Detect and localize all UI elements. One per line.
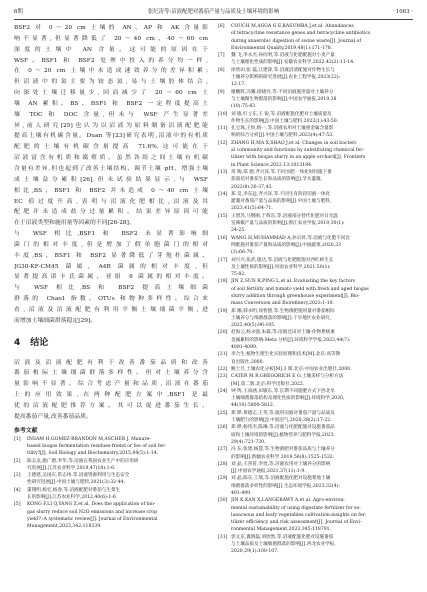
reference-text (231, 373, 416, 388)
reference-entry (14, 487, 208, 502)
reference-number: [10] (218, 111, 228, 117)
reference-text (231, 52, 416, 67)
reference-text (231, 410, 416, 425)
page-number: · 1063 · (392, 9, 413, 15)
reference-number: [3] (14, 473, 21, 479)
reference-line: KONG F,LI Q,YANG Z,et al. Does the application of bio- (27, 502, 156, 508)
reference-line: tilizer efficiency and risk assessment[J]. Journal of Envi- (231, 520, 362, 526)
reference-line: 性研究进展[J].中国土壤与肥料,2021(3):32-44. (27, 480, 125, 486)
reference-number: [28] (218, 461, 228, 467)
text-line: 响不显著,但显著降低了 20～40 cm、40～60 cm (14, 35, 208, 42)
reference-line: 常 陶,郑 德,齐兴泽,等.不同水肥一体化时间施下番 (231, 169, 332, 175)
text-line: 提高土壤有机碳含量。Duan 等[23]研究表明,沼液中的有机质 (14, 133, 208, 140)
reference-line: in Plant Science,2022,13:1013184. (231, 162, 313, 168)
reference-line: 土壤肥力的影响[J].中国沼气,2020,38(2):17-22. (231, 418, 332, 424)
reference-entry (14, 436, 208, 458)
reference-line: 2022,40(5):96-105. (231, 323, 276, 329)
reference-number: [31] (218, 534, 228, 540)
reference-text (231, 388, 416, 410)
reference-line: 谢鹏辉,冯耀,徐晓玲,等.不同沼液施用量对土壤养分 (231, 89, 334, 95)
reference-number: [25] (218, 410, 228, 416)
reference-line: 陈志龙,施广德,李华,等.沼液在我国农业生产中的应用研 (27, 458, 139, 464)
reference-entry (218, 461, 416, 476)
reference-number: [9] (218, 89, 225, 95)
reference-entry (218, 410, 416, 425)
reference-line: 及土壤性质的影响[J].河南农业科学,2021,50(1): (231, 264, 331, 270)
reference-entry (218, 213, 416, 235)
reference-line: (10):75-83. (231, 104, 257, 110)
reference-number: [6] (218, 24, 225, 29)
reference-text (27, 436, 208, 458)
text-line: 优的沼液配肥推荐方案。其可以促进番茄生长、 (14, 403, 208, 409)
reference-number: [20] (218, 330, 228, 336)
reference-number: [2] (14, 458, 21, 464)
reference-text (231, 140, 416, 169)
text-line: 沼液及沼液配肥有利于改善番茄品质和改善 (14, 359, 208, 366)
reference-line: lanaceous and leafy vegetables cultivation:insights on fer- (231, 512, 367, 518)
reference-line: INSAM H,GOMEZ-BRANDON M,ASCHER J. Manure- (27, 436, 151, 442)
text-line: 配肥并未造成盐分过量累积。结果差异原因可能 (14, 209, 208, 216)
reference-number: [30] (218, 498, 228, 504)
reference-line: ronmental Management,2023,345:118791. (231, 527, 332, 533)
reference-text (231, 308, 416, 330)
reference-line: 刘 晶,王喜苗,李贵,等.沼液农用对土壤养分的影响 (231, 461, 331, 467)
reference-line: 土壤养分影响的研究进展[J].农业工程学报,2023(22): (231, 75, 341, 81)
journal-issue: 6期 (14, 9, 23, 15)
text-line: 提高番茄产量,改善番茄品质。 (14, 413, 92, 420)
text-line: EC 值过度升高,表明与沼液化肥相比,沼液及其 (14, 198, 208, 205)
reference-line: [M].第二版.北京:科学出版社,2022. (231, 381, 305, 387)
reference-line: WANG H,MUHAMMAD A,孙宗祥,等.沼液与化肥不同比 (231, 235, 351, 241)
reference-line: during anaerobic digestion of swine waste[J]. Journal of (231, 38, 362, 44)
reference-line: 郑 晔,杨伟杰,陈琳,等.沼液与化肥配施对设施番茄品 (231, 425, 335, 431)
reference-line: 刘 敏,红立东,王 锐,等.沼液配施化肥对土壤质量及 (231, 111, 332, 117)
reference-number: [19] (218, 308, 228, 314)
reference-line: 刘 晶,陈东,王瑞,等.沼液配施化肥对设施菜地土壤 (231, 476, 331, 482)
reference-line: 2022(8):30-37,43. (231, 184, 273, 190)
reference-text (231, 257, 416, 279)
reference-line: gas slurry reduce soil N2O emissions and increase crop (27, 509, 158, 515)
text-line: 成土壤益分累积[26],但未试验结果显示,与 WSF (14, 176, 208, 183)
reference-entry (218, 111, 416, 126)
reference-line: 育出版社,2000. (231, 359, 264, 365)
reference-entry (14, 501, 208, 530)
text-line: 相比,BS、BSF1 和 BSF2 并未造成 0～40 cm 土壤 (14, 187, 208, 194)
reference-line: 钟 鸣,王雨涵,田敏东,等.长期不同施肥方式下西北旱 (231, 388, 335, 394)
reference-number: [26] (218, 425, 228, 431)
reference-line: JIN Z,SUN R,PING L,et al. Evaluating the key factors (231, 279, 356, 285)
reference-entry (14, 458, 208, 473)
reference-line: 4091-4099. (231, 345, 258, 351)
reference-text (231, 329, 416, 351)
reference-line: 土壤细菌群落结构及理化性质的影响[J].环境科学,2020, (231, 396, 345, 402)
reference-entry (218, 89, 416, 111)
reference-number: [21] (218, 352, 228, 358)
reference-entry (218, 366, 416, 373)
reference-text (27, 472, 208, 487)
reference-line: 郭文京,冀晓磊,刘欣然,等.沼液配施化肥对设施番茄 (231, 534, 334, 540)
reference-number: [24] (218, 388, 228, 394)
reference-line: 孔宝珠,王恒,杨一,等.沼液农用对土壤重金属含量影 (231, 126, 334, 132)
reference-number: [18] (218, 279, 228, 285)
text-line: 深度的土壤中 AN 含量。这可能的原因在于 (14, 46, 208, 53)
reference-text (27, 458, 208, 473)
reference-number: [13] (218, 169, 228, 175)
reference-line: 的影响[J].新疆农业科学,2019,56(8):1525-1532. (231, 454, 335, 460)
reference-text (231, 125, 416, 140)
text-line: 量影响不显著。综合考虑产量和品质,沼液在番茄 (14, 381, 208, 388)
reference-entry (218, 308, 416, 330)
running-title: 张纪涛等:沼液配肥对番茄产量与品质及土壤环境的影响 (147, 9, 280, 15)
reference-number: [11] (218, 126, 228, 132)
reference-line: yield? :A systematic review[J]. Journal of Environmental (27, 516, 158, 522)
reference-entry (218, 52, 416, 67)
reference-text (231, 366, 416, 373)
text-line: 丰度,BS、BSF1 和 BSF2 显著降低了芽孢杆菌属、 (14, 252, 208, 259)
conclusion-paragraph (14, 358, 208, 423)
reference-line: 茄栽培对番茄生长和品质的影响[J].节水灌溉, (231, 177, 323, 183)
reference-entry (218, 257, 416, 279)
reference-entry (218, 140, 416, 169)
reference-line: CATER M R,GREGORICH E G.土壤采样与分析方法 (231, 374, 344, 380)
reference-entry (218, 23, 416, 52)
reference-text (231, 169, 416, 191)
reference-line: tilizer with biogas slurry in an apple orchard[J]. Frontiers (231, 155, 366, 161)
reference-entry (218, 235, 416, 257)
reference-line: 室辣椒产量与品质的影响[J].浙江农业学报,2019,30(1): (231, 221, 345, 227)
reference-text (231, 23, 416, 52)
reference-entry (218, 497, 416, 533)
reference-line: 徐欣田,张 磊,江建锋,等.沼液沼渣配施对作物生长与 (231, 67, 335, 73)
reference-line: of soil fertility and tomato yield with fresh and aged biogas (231, 286, 369, 292)
reference-entry (218, 169, 416, 191)
section-heading-conclusion (14, 334, 208, 352)
reference-entry (218, 475, 416, 497)
text-line: 与 WSF 相比,BS 和 BSF2 提高土壤细菌 (14, 285, 208, 292)
reference-line: 与土壤品质及土壤细菌群落的影响[J].西北农业学报, (231, 542, 336, 548)
references-list-right (218, 23, 416, 556)
reference-line: 作物生长的影响[J].中国土壤与肥料,2022(1):43-50. (231, 118, 339, 124)
reference-line: 王增苏,马继刚,于辉东,等.沼液部分替代化肥对日光温 (231, 213, 338, 219)
text-line: 显著提高诺卡氏菌属、亚组 6 菌属的相对丰度。 (14, 274, 208, 281)
section-title: 结论 (30, 337, 49, 348)
reference-number: [4] (14, 487, 21, 493)
text-line: 含量有差异,但也起到了改善土壤结构、调节土壤 pH、增强土壤 (14, 165, 208, 172)
reference-entry (218, 351, 416, 366)
reference-entry (218, 329, 416, 351)
reference-number: [8] (218, 67, 225, 73)
reference-line: 金属累积的影响:Meta 分析[J].环境科学学报,2023,44(7): (231, 337, 351, 343)
reference-line: 郑 昊,李东远,齐兴泽,等.不同生育阶段沼液一体化 (231, 191, 331, 197)
text-line: 在 0～20 cm 土壤中未造成速效养分的差异积累; (14, 68, 208, 75)
reference-entry (218, 424, 416, 446)
reference-line: 灌溉对番茄产量与品质的影响[J].中国土壤与肥料, (231, 199, 332, 205)
reference-line: mental sustainability of using digestate fertilizer for so- (231, 505, 361, 511)
reference-line: Management,2023,342:118339. (27, 524, 102, 530)
text-line: JG30-KF-CM45 菌属、A4B 菌属的相对丰度,但 (14, 263, 208, 270)
right-column (218, 23, 416, 556)
text-line: 上的应用效果,在两种配肥方案中,BSF1 是最 (14, 392, 208, 399)
reference-line: 王德建,吴国庆,常志州,等.沼液资源利用与生态安全 (27, 473, 130, 479)
reference-entry (218, 446, 416, 461)
text-line: 菌门的相对丰度,但是增加了假单胞菌门的相对 (14, 241, 208, 248)
reference-entry (218, 191, 416, 213)
reference-line: 鲍士旦.土壤农化分析[M].3 版.北京:中国农业出版社,2000. (231, 366, 352, 372)
reference-line: 赵海云,杨永强,朱霖,等.沼液还田对土壤-作物系统重 (231, 330, 335, 336)
reference-line: 2023,41(5):64-71. (231, 206, 273, 212)
reference-text (231, 191, 416, 213)
reference-line: [J].中国农学通报,2021,37(11):1-9. (231, 469, 306, 475)
reference-line: (3):66-70. (231, 250, 254, 256)
text-line: 沼液富含有机质和腐殖质。虽然各组之间土壤有机碳 (14, 155, 208, 162)
reference-line: COUCH M,AGGA G E,KASUMBA J,et al. Abundances (231, 24, 354, 29)
reference-text (231, 111, 416, 126)
section-number: 4 (14, 337, 21, 348)
reference-line: 长的影响[J].江苏农业科学,2012,40(6):1-6. (27, 495, 118, 501)
reference-line: of tetracycline resistance genes and tetracycline antibiotics (231, 31, 371, 37)
reference-line: 质和土壤环境的影响[J].植物营养与肥料学报,2023, (231, 432, 336, 438)
reference-text (231, 213, 416, 235)
text-line: 异,前人研究[25]也认为以沼液为原料制备沼液配肥能 (14, 122, 208, 129)
reference-line: 24-25. (231, 228, 246, 234)
reference-text (231, 67, 416, 89)
reference-line: 2020,29(1):100-107. (231, 549, 279, 555)
reference-line: 29(4):721-730. (231, 439, 266, 445)
reference-line: 与土壤微生物群落的影响[J].中国农学通报,2019,38 (231, 96, 337, 102)
discussion-paragraph-bacteria (14, 229, 208, 327)
reference-line: 例配施对番茄产量和品质的影响[J].中国蔬菜,2020,33 (231, 242, 342, 248)
reference-text (27, 487, 208, 502)
text-line: 看,沼液及沼液配肥有利用平衡土壤细菌平衡,进 (14, 306, 208, 313)
text-line: 番茄根际土壤细菌群落多样性。但对土壤养分含 (14, 370, 208, 377)
reference-line: based biogas fermentation residues-friend or foe of soil fer- (27, 443, 166, 449)
reference-line: 究进展[J].江苏农业科学,2019,47(18):1-6. (27, 465, 116, 471)
reference-line: 李合生.植物生理生化实验原理和技术[M].北京:高等教 (231, 352, 341, 358)
reference-text (27, 501, 208, 530)
reference-entry (218, 67, 416, 89)
reference-number: [1] (14, 436, 21, 442)
reference-line: tility?[J]. Soil Biology and Biochemistry,2015,84(5):1-14. (27, 451, 159, 457)
reference-line: mass Conversion and Biorefinery,2023:1-10. (231, 301, 335, 307)
reference-line: 刘兴兴,张武,施达,等.沼液与化肥配施对西红柿生长 (231, 257, 334, 263)
reference-number: [27] (218, 447, 228, 453)
reference-line: 44(10):5800-5812. (231, 403, 275, 409)
reference-number: [7] (218, 53, 225, 59)
text-line: 配肥的土壤有机碳含量提高 71.6%,这可能在于 (14, 144, 208, 151)
text-line: BSF2 对 0～20 cm 土壤的 AN、AP 和 AK 含量影 (14, 25, 208, 31)
reference-number: [14] (218, 191, 228, 197)
reference-line: 细菌群落多样性的影响[J].生态环境学报,2023,32(4): (231, 483, 340, 489)
reference-entry (218, 388, 416, 410)
page-header (14, 6, 413, 20)
text-line: 壤 TOC 和 DOC 含量,但未与 WSF 产生显著差 (14, 111, 208, 118)
text-line: 向深处土壤迁移量少,因而减少了 20～60 cm 土 (14, 90, 208, 97)
reference-line: 12-17. (231, 82, 246, 88)
reference-line: 郑 晔,黄德志,王英,等.施用沼液对番茄产量与品质及 (231, 410, 335, 416)
text-line: 但沼液中的氮主要为铵态氮,易与土壤胶体结合, (14, 79, 208, 86)
text-line: 与 WSF 相比,BSF1 和 BSF2 未显著影响细 (14, 231, 208, 238)
reference-text (231, 497, 416, 533)
reference-text (231, 278, 416, 307)
reference-number: [17] (218, 257, 228, 263)
left-column (14, 23, 208, 531)
reference-text (231, 351, 416, 366)
reference-text (231, 475, 416, 497)
reference-text (231, 89, 416, 111)
text-line: 群落的 Chao1 指数、OTUs 和物种多样性。综合来 (14, 296, 208, 303)
reference-text (231, 424, 416, 446)
reference-line: 响的综合分析[J].中国土壤与肥料,2023(4):47-53. (231, 133, 334, 139)
reference-entry (218, 534, 416, 556)
references-list-left (14, 436, 208, 531)
reference-line: 491-499. (231, 491, 252, 496)
reference-line: 董翔明,杨宏,杨春,等.沼液配肥对番茄与生菜生 (27, 487, 121, 493)
reference-text (231, 534, 416, 556)
reference-line: ZHANG H,MA X,SHAO J,et al. Changes in soil bacteri- (231, 140, 358, 146)
reference-line: 与土壤理化性质的影响[J].安徽农业科学,2022,42(2):11-14. (231, 60, 355, 66)
reference-line: Environmental Quality,2019,48(1):171-178. (231, 45, 333, 51)
reference-entry (14, 472, 208, 487)
text-line: 而增加土壤细菌群落稳定[29]。 (14, 317, 97, 324)
reference-number: [12] (218, 140, 228, 146)
reference-text (231, 446, 416, 461)
reference-number: [5] (14, 502, 21, 508)
text-line: 在于沼液类型和施用量等因素的不同[26-28]。 (14, 220, 135, 227)
reference-line: 魏 飞,李永杰,孙衍明,等.沼液与化肥配施对小麦产量 (231, 53, 335, 59)
reference-line: 75-82. (231, 272, 246, 278)
reference-line: al community and functions by substituting chemical fer- (231, 148, 365, 154)
reference-entry (218, 373, 416, 388)
reference-text (231, 235, 416, 257)
reference-number: [29] (218, 476, 228, 482)
reference-entry (218, 278, 416, 307)
reference-line: 冯 东,张建,杨慧,等.生物菌肥对番茄品质与土壤养分 (231, 447, 335, 453)
reference-line: slurry addition through greenhouse experiment[J]. Bio- (231, 293, 360, 299)
discussion-paragraph-soil-nutrients (14, 23, 208, 229)
reference-line: JIN K,KAN X,LANGEBAWY A,et al. Agro-environ- (231, 498, 345, 504)
reference-text (231, 461, 416, 476)
reference-number: [15] (218, 213, 228, 219)
reference-line: 郑 娜,韩永明,徐智德,等.生物菌肥施用量对番茄根际 (231, 308, 335, 314)
references-heading: 参考文献 (14, 427, 38, 434)
reference-number: [16] (218, 235, 228, 241)
reference-number: [23] (218, 374, 228, 380)
reference-entry (218, 125, 416, 140)
reference-line: 土壤养分与细菌群落的影响[J].干旱地区农业研究, (231, 315, 332, 321)
text-line: 壤 AN 累积。BS、BSF1 和 BSF2 一定程度提高土 (14, 100, 208, 107)
reference-number: [22] (218, 366, 228, 372)
text-line: WSF、BSF1 和 BSF2 处理中投入的养分均一样, (14, 57, 208, 64)
